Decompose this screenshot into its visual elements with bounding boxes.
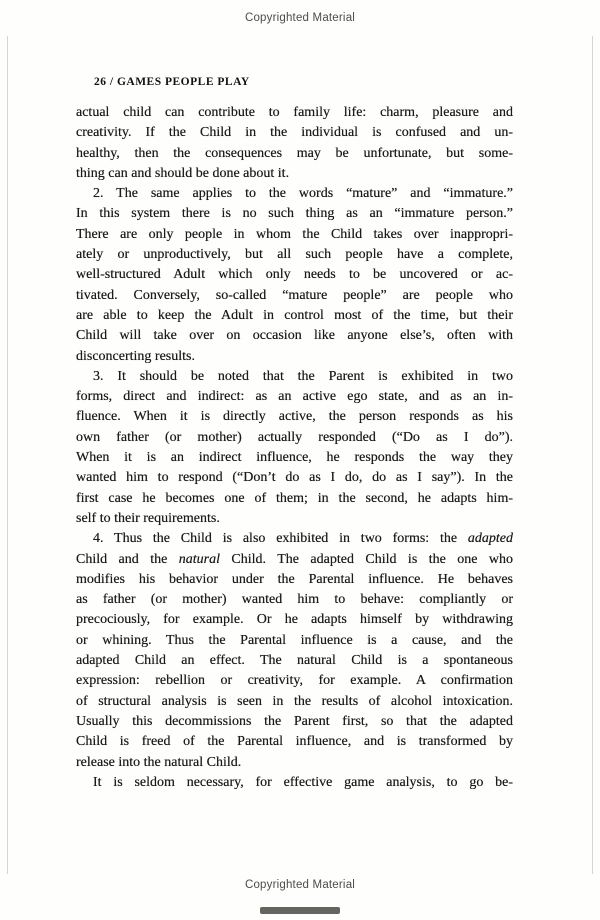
- page-edge-shadow: [260, 907, 340, 914]
- text-run: 3. It should be noted that the Parent is exhibited in two: [93, 368, 513, 384]
- text-run: wanted him to respond (“Don’t do as I do, do as I say”). In the: [76, 470, 513, 486]
- text-run: precociously, for example. Or he adapts himself by withdrawing: [76, 612, 513, 628]
- text-line: [76, 407, 513, 427]
- page-header: 26 / GAMES PEOPLE PLAY: [94, 76, 250, 88]
- text-run: Child will take over on occasion like anyone else’s, often with: [76, 328, 513, 344]
- italic-text-run: natural: [178, 551, 220, 567]
- text-run: fluence. When it is directly active, the person responds as his: [76, 409, 513, 425]
- text-run: 4. Thus the Child is also exhibited in two forms: the: [93, 531, 468, 547]
- text-run: or whining. Thus the Parental influence is a cause, and the: [76, 632, 513, 648]
- text-run: In this system there is no such thing as an “immature person.”: [76, 206, 513, 222]
- text-line: [76, 671, 513, 691]
- text-line: [76, 509, 513, 529]
- text-line: [76, 692, 513, 712]
- text-line: [76, 448, 513, 468]
- text-line: [76, 651, 513, 671]
- text-run: tivated. Conversely, so-called “mature people” are people who: [76, 287, 513, 303]
- text-line: [76, 286, 513, 306]
- text-line: [76, 570, 513, 590]
- copyright-notice-top: Copyrighted Material: [244, 12, 356, 24]
- text-line: [76, 773, 513, 793]
- text-line: [76, 326, 513, 346]
- text-run: release into the natural Child.: [76, 754, 242, 770]
- text-line: [76, 529, 513, 549]
- text-run: ately or unproductively, but all such people have a complete,: [76, 247, 513, 263]
- text-run: disconcerting results.: [76, 348, 195, 364]
- text-run: first case he becomes one of them; in the second, he adapts him-: [76, 490, 513, 506]
- text-run: thing can and should be done about it.: [76, 165, 290, 181]
- italic-text-run: adapted: [467, 531, 513, 547]
- text-line: [76, 204, 513, 224]
- text-run: Child and the: [76, 551, 179, 567]
- text-line: [76, 265, 513, 285]
- text-run: creativity. If the Child in the individual is confused and un-: [76, 125, 513, 141]
- text-line: [76, 225, 513, 245]
- text-run: modifies his behavior under the Parental influence. He behaves: [76, 571, 513, 587]
- text-line: [76, 245, 513, 265]
- text-line: [76, 306, 513, 326]
- text-run: 2. The same applies to the words “mature” and “immature.”: [93, 186, 513, 202]
- text-run: are able to keep the Adult in control most of the time, but their: [76, 307, 513, 323]
- text-run: as father (or mother) wanted him to behave: compliantly or: [76, 592, 513, 608]
- text-line: [76, 347, 513, 367]
- text-run: self to their requirements.: [76, 510, 220, 526]
- text-line: [76, 184, 513, 204]
- text-run: well-structured Adult which only needs to be uncovered or ac-: [76, 267, 513, 283]
- text-run: healthy, then the consequences may be unfortunate, but some-: [76, 145, 513, 161]
- text-line: [76, 123, 513, 143]
- body-text: [76, 103, 513, 793]
- text-run: expression: rebellion or creativity, for example. A confirmation: [76, 673, 513, 689]
- text-run: It is seldom necessary, for effective game analysis, to go be-: [93, 774, 513, 790]
- text-run: actual child can contribute to family life: charm, pleasure and: [76, 105, 513, 120]
- text-run: Child is freed of the Parental influence, and is transformed by: [76, 734, 513, 750]
- text-run: of structural analysis is seen in the results of alcohol intoxication.: [76, 693, 513, 709]
- text-line: [76, 144, 513, 164]
- text-run: When it is an indirect influence, he responds the way they: [76, 450, 513, 466]
- text-run: forms, direct and indirect: as an active ego state, and as an in-: [76, 389, 513, 405]
- book-page: [7, 36, 593, 874]
- text-run: There are only people in whom the Child takes over inappropri-: [76, 226, 513, 242]
- text-run: Usually this decommissions the Parent first, so that the adapted: [76, 713, 513, 729]
- text-line: [76, 753, 513, 773]
- copyright-notice-bottom: Copyrighted Material: [244, 879, 356, 891]
- text-run: own father (or mother) actually responded (“Do as I do”).: [76, 429, 513, 445]
- text-line: [76, 732, 513, 752]
- text-line: [76, 387, 513, 407]
- text-run: adapted Child an effect. The natural Child is a spontaneous: [76, 653, 513, 669]
- text-line: [76, 610, 513, 630]
- text-line: [76, 428, 513, 448]
- text-line: [76, 103, 513, 123]
- text-run: Child. The adapted Child is the one who: [219, 551, 514, 567]
- text-line: [76, 631, 513, 651]
- text-line: [76, 550, 513, 570]
- text-line: [76, 468, 513, 488]
- text-line: [76, 590, 513, 610]
- text-line: [76, 489, 513, 509]
- text-line: [76, 712, 513, 732]
- text-line: [76, 164, 513, 184]
- text-line: [76, 367, 513, 387]
